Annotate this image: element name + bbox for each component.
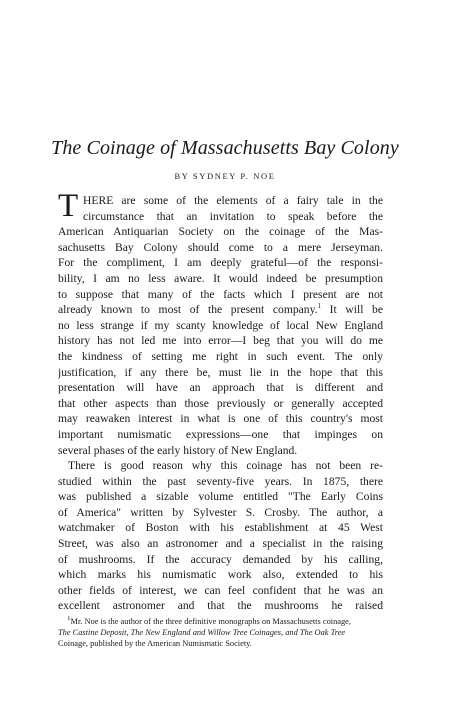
body-line-with-footnote: [58, 302, 383, 318]
body-line: important numismatic expressions—one that impinges on: [58, 427, 383, 441]
body-line: that other aspects than those previously or generally accepted: [58, 396, 383, 410]
body-line: to suppose that many of the facts which I present are not: [58, 287, 383, 301]
body-line: presentation will have an approach that is different and: [58, 381, 383, 395]
footnote-marker: 1: [317, 302, 322, 311]
body-line: the kindness of setting me right in such event. The only: [58, 349, 383, 363]
body-line: other fields of interest, we can feel confident that he was an: [58, 583, 383, 597]
body-line-tail: It will be: [321, 303, 383, 317]
body-line: which marks his numismatic work also, extended to his: [58, 568, 383, 582]
article-body: [58, 188, 383, 614]
drop-cap: T: [58, 188, 78, 224]
body-line: sachusetts Bay Colony should come to a mere Jerseyman.: [58, 240, 383, 254]
body-line: bility, I am no less aware. It would indeed be presumption: [58, 271, 383, 285]
body-line: There is good reason why this coinage has not been re-: [68, 459, 383, 473]
body-line: no less strange if my scanty knowledge of local New England: [58, 318, 383, 332]
body-line: of mushrooms. If the accuracy demanded by his calling,: [58, 552, 383, 566]
article-title: The Coinage of Massachusetts Bay Colony: [51, 137, 399, 159]
body-line: justification, if any there be, must lie in the hope that this: [58, 365, 383, 379]
body-line: American Antiquarian Society on the coinage of the Mas-: [58, 225, 383, 239]
footnote-text: Mr. Noe is the author of the three definitive monographs on Massachusetts coinage,: [70, 617, 351, 626]
footnote-number: 1: [67, 616, 71, 623]
body-line: history has not led me into error—I beg that you will do me: [58, 334, 383, 348]
body-line: studied within the past seventy-five years. In 1875, there: [58, 474, 383, 488]
body-line: Street, was also an astronomer and a specialist in the raising: [58, 537, 383, 551]
body-line: of America" written by Sylvester S. Crosby. The author, a: [58, 505, 383, 519]
author-byline: BY SYDNEY P. NOE: [174, 171, 276, 181]
body-line: HERE are some of the elements of a fairy tale in the: [83, 194, 383, 207]
body-line-text: already known to most of the present company.: [58, 303, 318, 317]
footnotes: [58, 616, 383, 649]
body-line: may reawaken interest in what is one of this country's most: [58, 412, 383, 426]
body-line: watchmaker of Boston with his establishment at 45 West: [58, 521, 383, 535]
body-line: excellent astronomer and that the mushrooms he raised: [58, 599, 383, 613]
body-line: was published a sizable volume entitled "The Early Coins: [58, 490, 383, 504]
body-line: several phases of the early history of New England.: [58, 443, 298, 457]
footnote-line: Coinage, published by the American Numismatic Society.: [58, 639, 252, 648]
body-line: For the compliment, I am deeply grateful—of the responsi-: [58, 256, 383, 270]
footnote-line: The Castine Deposit, The New England and Willow Tree Coinages, and The Oak Tree: [58, 628, 346, 637]
footnote-line: [58, 616, 383, 627]
body-line: circumstance that an invitation to speak before the: [83, 209, 383, 223]
